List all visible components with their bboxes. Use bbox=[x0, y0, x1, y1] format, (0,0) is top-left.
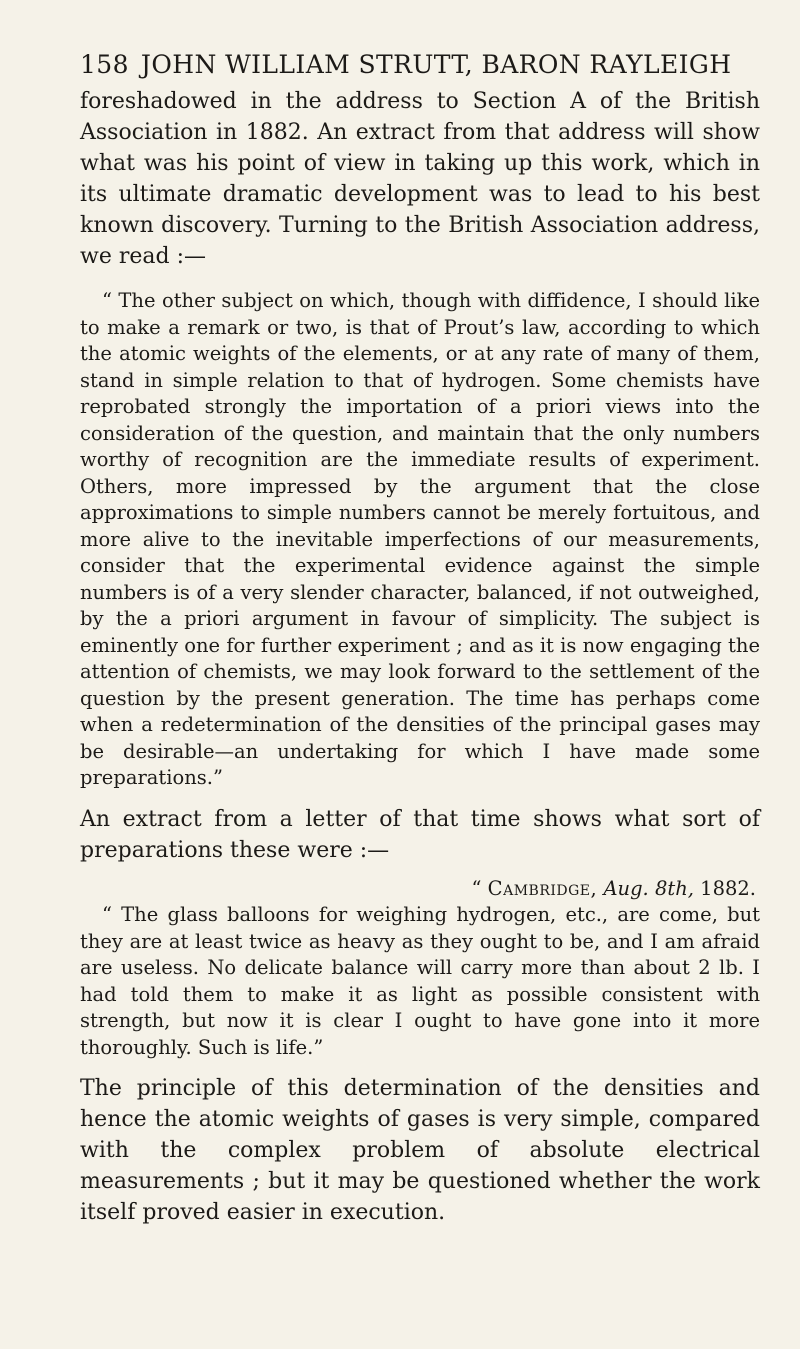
quotation-letter: “ The glass balloons for weighing hydrogen, etc., are come, but they are at least twice as heavy as they ought to be, and I am afraid are useless. No delicate balance will carry more than about 2 lb. I had told them to make it as light as possible consistent with strength, but now it is clear I ought to have gone into it more thoroughly. Such is life.” bbox=[80, 903, 760, 1059]
quotation-address: “ The other subject on which, though with diffidence, I should like to make a remark or two, is that of Prout’s law, according to which the atomic weights of the elements, or at any rate of many of them, stand in simple relation to that of hydrogen. Some chemists have reprobated strongly the importation of a priori views into the consideration of the question, and maintain that the only numbers worthy of recognition are the immediate results of experiment. Others, more impressed by the argument that the close approximations to simple numbers cannot be merely fortuitous, and more alive to the inevitable imperfections of our measurements, consider that the experimental evidence against the simple numbers is of a very slender character, balanced, if not outweighed, by the a priori argument in favour of simplicity. The subject is eminently one for further experiment ; and as it is now engaging the attention of chemists, we may look forward to the settlement of the question by the present generation. The time has perhaps come when a redetermination of the densities of the principal gases may be desirable—an undertaking for which I have made some preparations.” bbox=[80, 289, 760, 789]
dateline-place: Cambridge, bbox=[487, 876, 598, 900]
paragraph-principle: The principle of this determination of the densities and hence the atomic weights of gases is very simple, compared with the complex problem of absolute electrical measurements ; but it may be questioned whether the work itself proved easier in execution. bbox=[80, 1076, 760, 1225]
book-page bbox=[80, 50, 760, 1238]
dateline-year: 1882. bbox=[693, 876, 756, 900]
page-number: 158 bbox=[80, 50, 129, 79]
paragraph-letter-intro: An extract from a letter of that time shows what sort of preparations these were :— bbox=[80, 806, 760, 863]
paragraph-intro: foreshadowed in the address to Section A of the British Association in 1882. An extract from that address will show what was his point of view in taking up this work, which in its ultimate dramatic development was to lead to his best known discovery. Turning to the British Association address, we read :— bbox=[80, 89, 760, 269]
running-title: JOHN WILLIAM STRUTT, BARON RAYLEIGH bbox=[140, 50, 732, 79]
dateline-open-quote: “ bbox=[471, 876, 488, 900]
letter-dateline bbox=[80, 876, 760, 903]
running-head bbox=[80, 50, 760, 80]
dateline-date: Aug. 8th, bbox=[603, 876, 694, 900]
